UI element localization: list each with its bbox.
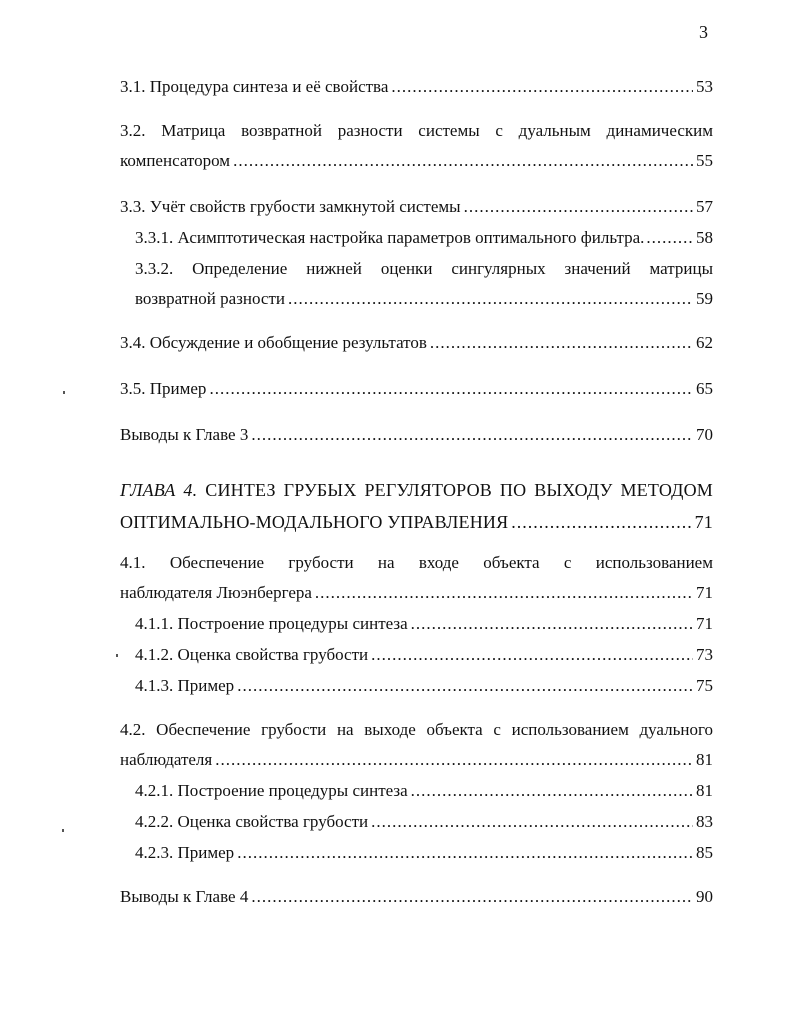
toc-title: 3.5. Пример (120, 379, 207, 398)
toc-entry-4-1-2 (135, 640, 713, 670)
toc-entry-3-1 (120, 72, 713, 102)
leader-dots (209, 374, 693, 404)
leader-dots (464, 192, 693, 222)
leader-dots (237, 838, 693, 868)
toc-title: Выводы к Главе 4 (120, 887, 249, 906)
toc-page: 81 (696, 781, 713, 800)
scan-speck (63, 391, 65, 394)
scan-speck (62, 829, 64, 832)
toc-title: 3.1. Процедура синтеза и её свойства (120, 77, 389, 96)
toc-page: 71 (696, 614, 713, 633)
toc-page: 65 (696, 379, 713, 398)
toc-page: 83 (696, 812, 713, 831)
toc-entry-4-2 (120, 715, 713, 775)
toc-entry-4-2-3 (135, 838, 713, 868)
toc-title-line2: наблюдателя (120, 750, 213, 769)
toc-page: 73 (696, 645, 713, 664)
toc-page: 58 (696, 228, 713, 247)
toc-title: 4.1.1. Построение процедуры синтеза (135, 614, 408, 633)
toc-entry-4-1-3 (135, 671, 713, 701)
leader-dots (646, 223, 694, 253)
toc-title: 4.1.2. Оценка свойства грубости (135, 645, 369, 664)
toc-title-line1: 4.1. Обеспечение грубости на входе объекта с использованием (120, 553, 713, 572)
leader-dots (511, 506, 691, 538)
toc-title-line2: компенсатором (120, 151, 231, 170)
toc-title: 4.2.3. Пример (135, 843, 235, 862)
leader-dots (237, 671, 693, 701)
toc-title: 3.3.1. Асимптотическая настройка параметров оптимального фильтра. (135, 228, 645, 247)
toc-page: 55 (696, 151, 713, 170)
toc-entry-4-2-2 (135, 807, 713, 837)
toc-title-line1: СИНТЕЗ ГРУБЫХ РЕГУЛЯТОРОВ ПО ВЫХОДУ МЕТОДОМ (205, 480, 713, 500)
page-number: 3 (699, 22, 708, 42)
leader-dots (371, 807, 693, 837)
toc-title: 3.3. Учёт свойств грубости замкнутой системы (120, 197, 461, 216)
toc-entry-3-4 (120, 328, 713, 358)
toc-title: 3.4. Обсуждение и обобщение результатов (120, 333, 427, 352)
toc-title: 4.2.2. Оценка свойства грубости (135, 812, 369, 831)
toc-entry-conclusions-3 (120, 420, 713, 450)
toc-entry-3-5 (120, 374, 713, 404)
toc-title-line2: ОПТИМАЛЬНО-МОДАЛЬНОГО УПРАВЛЕНИЯ (120, 512, 509, 532)
leader-dots (233, 146, 693, 176)
toc-page: 57 (696, 197, 713, 216)
scan-speck (116, 654, 118, 657)
toc-page: 59 (696, 289, 713, 308)
toc-entry-chapter-4 (120, 474, 713, 538)
toc-page: 81 (696, 750, 713, 769)
leader-dots (215, 745, 693, 775)
toc-page: 75 (696, 676, 713, 695)
leader-dots (315, 578, 693, 608)
leader-dots (411, 776, 693, 806)
chapter-prefix: ГЛАВА 4. (120, 480, 198, 500)
toc-entry-3-3-2 (135, 254, 713, 314)
toc-page: 70 (696, 425, 713, 444)
toc-title-line1: 4.2. Обеспечение грубости на выходе объекта с использованием дуального (120, 720, 713, 739)
leader-dots (391, 72, 693, 102)
toc-page: 62 (696, 333, 713, 352)
leader-dots (371, 640, 693, 670)
toc-entry-3-3 (120, 192, 713, 222)
toc-entry-3-3-1 (135, 223, 713, 253)
toc-page: 53 (696, 77, 713, 96)
toc-title-line1: 3.2. Матрица возвратной разности системы с дуальным динамическим (120, 121, 713, 140)
toc-title-line1: 3.3.2. Определение нижней оценки сингулярных значений матрицы (135, 259, 713, 278)
toc-entry-conclusions-4 (120, 882, 713, 912)
toc-title-line2: наблюдателя Люэнбергера (120, 583, 312, 602)
leader-dots (411, 609, 693, 639)
toc-page: 90 (696, 887, 713, 906)
toc-title-line2: возвратной разности (135, 289, 285, 308)
toc-title: 4.1.3. Пример (135, 676, 235, 695)
toc-entry-4-1 (120, 548, 713, 608)
leader-dots (251, 420, 693, 450)
leader-dots (430, 328, 693, 358)
toc-title: 4.2.1. Построение процедуры синтеза (135, 781, 408, 800)
toc-page: 71 (696, 583, 713, 602)
toc-entry-3-2 (120, 116, 713, 176)
toc-entry-4-1-1 (135, 609, 713, 639)
toc-title: Выводы к Главе 3 (120, 425, 249, 444)
toc-page: 85 (696, 843, 713, 862)
leader-dots (288, 284, 693, 314)
toc-entry-4-2-1 (135, 776, 713, 806)
toc-page: 71 (694, 512, 713, 532)
leader-dots (251, 882, 693, 912)
